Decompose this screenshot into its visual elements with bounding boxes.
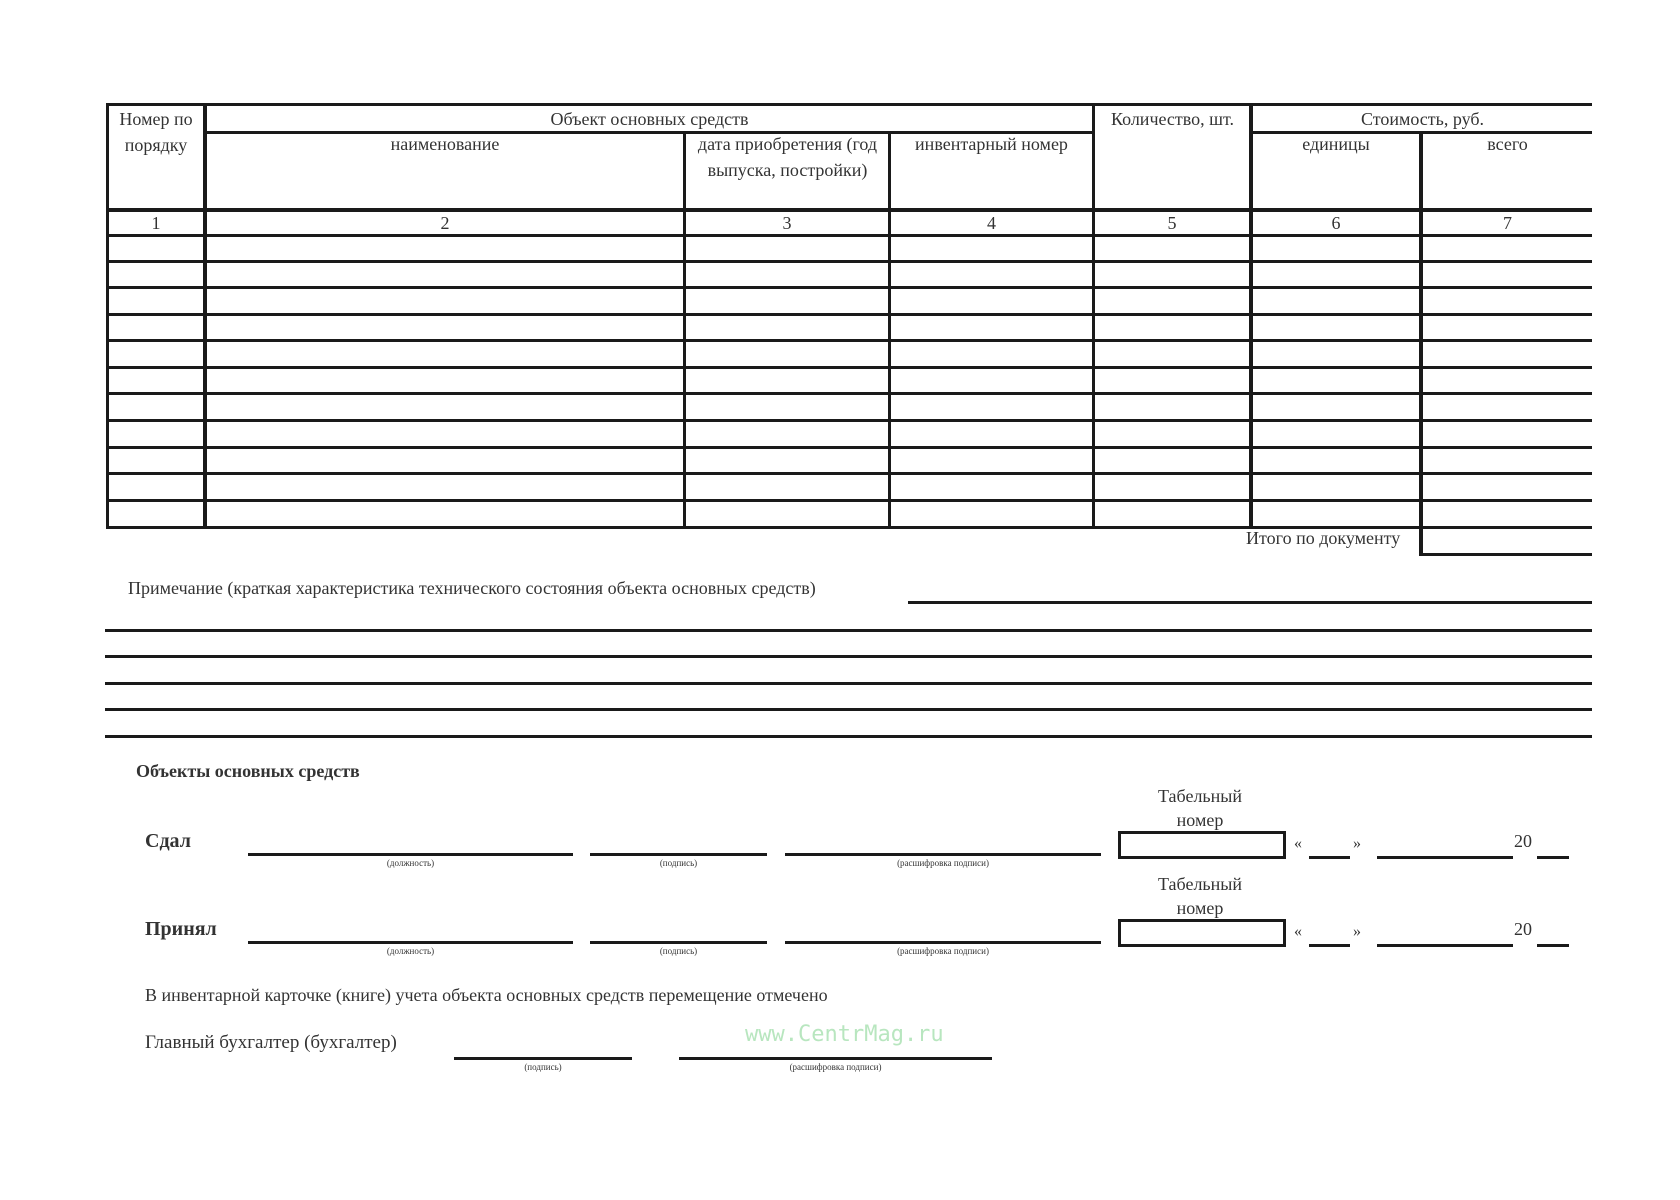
column-number: 2 bbox=[440, 213, 450, 233]
note-line bbox=[908, 601, 1592, 604]
accountant-signature-hint: (подпись) bbox=[524, 1062, 562, 1072]
tab-number-label: Табельный номер bbox=[1158, 786, 1242, 830]
received-position-line[interactable] bbox=[248, 941, 573, 944]
received-signature-line[interactable] bbox=[590, 941, 767, 944]
header-row-number: Номер по порядку bbox=[119, 109, 193, 155]
note-line bbox=[105, 682, 1592, 685]
section-title: Объекты основных средств bbox=[136, 761, 360, 781]
position-hint: (должность) bbox=[386, 858, 435, 868]
accountant-signature-line[interactable] bbox=[454, 1057, 632, 1060]
note-line bbox=[105, 708, 1592, 711]
delivered-day-line[interactable] bbox=[1309, 856, 1350, 859]
column-number: 3 bbox=[782, 213, 792, 233]
note-line bbox=[105, 629, 1592, 632]
delivered-month-line[interactable] bbox=[1377, 856, 1513, 859]
received-decoding-line[interactable] bbox=[785, 941, 1101, 944]
inventory-note: В инвентарной карточке (книге) учета объекта основных средств перемещение отмечено bbox=[145, 985, 828, 1005]
header-cost-group: Стоимость, руб. bbox=[1360, 109, 1485, 129]
header-cost-unit: единицы bbox=[1302, 134, 1370, 154]
quote-close: » bbox=[1353, 923, 1361, 940]
delivered-position-line[interactable] bbox=[248, 853, 573, 856]
year-prefix: 20 bbox=[1514, 919, 1532, 939]
note-line bbox=[105, 655, 1592, 658]
signature-hint: (подпись) bbox=[659, 858, 698, 868]
note-label: Примечание (краткая характеристика технического состояния объекта основных средств) bbox=[128, 578, 816, 598]
watermark: www.CentrMag.ru bbox=[745, 1022, 944, 1047]
column-number: 6 bbox=[1331, 213, 1341, 233]
header-quantity: Количество, шт. bbox=[1110, 109, 1235, 129]
signature-hint: (подпись) bbox=[659, 946, 698, 956]
header-acquisition-date: дата приобретения (год выпуска, постройки) bbox=[697, 134, 878, 180]
column-number: 5 bbox=[1167, 213, 1177, 233]
received-month-line[interactable] bbox=[1377, 944, 1513, 947]
accountant-decoding-hint: (расшифровка подписи) bbox=[789, 1062, 882, 1072]
header-name: наименование bbox=[390, 134, 500, 154]
total-label: Итого по документу bbox=[1246, 528, 1401, 548]
accountant-label: Главный бухгалтер (бухгалтер) bbox=[145, 1032, 397, 1053]
accountant-decoding-line[interactable] bbox=[679, 1057, 992, 1060]
tab-number-label: Табельный номер bbox=[1158, 874, 1242, 918]
decoding-hint: (расшифровка подписи) bbox=[897, 946, 989, 956]
header-object-group: Объект основных средств bbox=[550, 109, 749, 129]
decoding-hint: (расшифровка подписи) bbox=[897, 858, 989, 868]
delivered-decoding-line[interactable] bbox=[785, 853, 1101, 856]
delivered-tab-number-box[interactable] bbox=[1118, 831, 1286, 859]
received-tab-number-box[interactable] bbox=[1118, 919, 1286, 947]
delivered-signature-line[interactable] bbox=[590, 853, 767, 856]
quote-close: » bbox=[1353, 835, 1361, 852]
delivered-label: Сдал bbox=[145, 830, 191, 852]
received-day-line[interactable] bbox=[1309, 944, 1350, 947]
column-number: 4 bbox=[987, 213, 996, 233]
year-prefix: 20 bbox=[1514, 831, 1532, 851]
header-cost-total: всего bbox=[1487, 134, 1528, 154]
delivered-year-line[interactable] bbox=[1537, 856, 1569, 859]
header-inventory-number: инвентарный номер bbox=[915, 134, 1068, 154]
received-label: Принял bbox=[145, 918, 217, 940]
received-year-line[interactable] bbox=[1537, 944, 1569, 947]
column-number: 7 bbox=[1503, 213, 1512, 233]
quote-open: « bbox=[1294, 835, 1302, 852]
column-number: 1 bbox=[151, 213, 161, 233]
note-line bbox=[105, 735, 1592, 738]
position-hint: (должность) bbox=[386, 946, 435, 956]
quote-open: « bbox=[1294, 923, 1302, 940]
